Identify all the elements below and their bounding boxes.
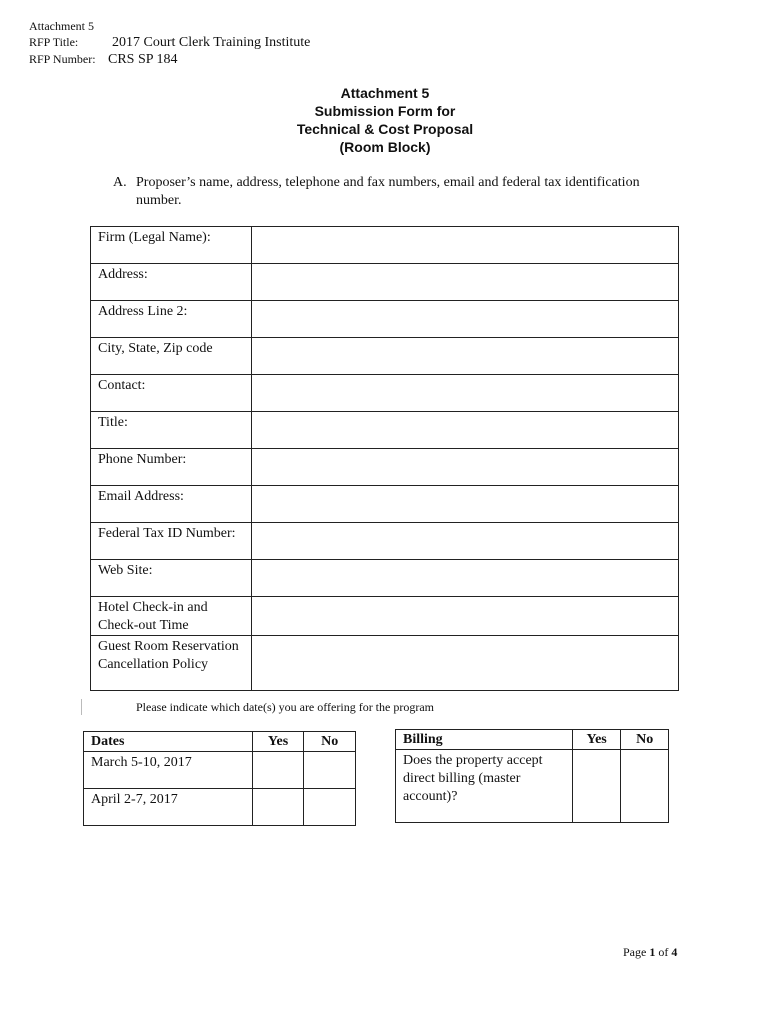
- contact-field[interactable]: [252, 375, 679, 412]
- date-option: April 2-7, 2017: [84, 789, 253, 826]
- page-total: 4: [671, 945, 678, 959]
- field-label: Email Address:: [91, 486, 252, 523]
- table-row: [91, 338, 679, 375]
- field-label: Contact:: [91, 375, 252, 412]
- field-label: City, State, Zip code: [91, 338, 252, 375]
- section-a-marker: A.: [113, 175, 127, 190]
- web-site-field[interactable]: [252, 560, 679, 597]
- rfp-number-value: CRS SP 184: [108, 52, 178, 67]
- yes-header: Yes: [252, 732, 304, 752]
- table-row: [91, 449, 679, 486]
- table-row: [91, 486, 679, 523]
- table-row: [396, 750, 669, 823]
- address-field[interactable]: [252, 264, 679, 301]
- field-label: Guest Room Reservation Cancellation Policy: [91, 636, 252, 691]
- field-label: Firm (Legal Name):: [91, 227, 252, 264]
- title-line-4: (Room Block): [339, 139, 431, 155]
- march-yes-cell[interactable]: [252, 752, 304, 789]
- dates-table: [83, 731, 356, 826]
- field-label: Hotel Check-in and Check-out Time: [91, 597, 252, 636]
- rfp-number-label: RFP Number:: [29, 52, 96, 66]
- table-row: [91, 301, 679, 338]
- billing-yes-cell[interactable]: [572, 750, 620, 823]
- address-line-2-field[interactable]: [252, 301, 679, 338]
- billing-no-cell[interactable]: [621, 750, 669, 823]
- cancellation-policy-field[interactable]: [252, 636, 679, 691]
- title-line-2: Submission Form for: [314, 103, 456, 119]
- page-number: [623, 944, 677, 960]
- table-row: [91, 412, 679, 449]
- billing-table: [395, 729, 669, 823]
- no-header: No: [304, 732, 356, 752]
- title-field[interactable]: [252, 412, 679, 449]
- email-address-field[interactable]: [252, 486, 679, 523]
- no-header: No: [621, 730, 669, 750]
- check-in-out-time-field[interactable]: [252, 597, 679, 636]
- title-line-1: Attachment 5: [340, 85, 430, 101]
- federal-tax-id-field[interactable]: [252, 523, 679, 560]
- table-row: [84, 752, 356, 789]
- table-row: [91, 375, 679, 412]
- field-label: Address:: [91, 264, 252, 301]
- table-header-row: [396, 730, 669, 750]
- section-a-text: Proposer’s name, address, telephone and fax numbers, email and federal tax identification number.: [136, 175, 640, 208]
- page-current: 1: [649, 945, 656, 959]
- margin-marker: [81, 699, 82, 715]
- header-attachment: Attachment 5: [29, 19, 94, 33]
- april-no-cell[interactable]: [304, 789, 356, 826]
- header-rfp-number: [29, 51, 178, 68]
- table-row: [91, 523, 679, 560]
- title-line-3: Technical & Cost Proposal: [296, 121, 474, 137]
- table-header-row: [84, 732, 356, 752]
- field-label: Address Line 2:: [91, 301, 252, 338]
- rfp-title-label: RFP Title:: [29, 35, 79, 49]
- table-row: [91, 560, 679, 597]
- firm-name-field[interactable]: [252, 227, 679, 264]
- april-yes-cell[interactable]: [252, 789, 304, 826]
- billing-question: Does the property accept direct billing (master account)?: [396, 750, 573, 823]
- table-row: [91, 227, 679, 264]
- header-rfp-title: [29, 34, 310, 51]
- field-label: Web Site:: [91, 560, 252, 597]
- billing-header: Billing: [396, 730, 573, 750]
- field-label: Federal Tax ID Number:: [91, 523, 252, 560]
- yes-header: Yes: [572, 730, 620, 750]
- table-row: [91, 597, 679, 636]
- rfp-title-value: 2017 Court Clerk Training Institute: [112, 35, 311, 50]
- table-row: [91, 264, 679, 301]
- of-word: of: [658, 945, 669, 959]
- dates-header: Dates: [84, 732, 253, 752]
- field-label: Phone Number:: [91, 449, 252, 486]
- field-label: Title:: [91, 412, 252, 449]
- proposer-info-table: [90, 226, 679, 691]
- table-row: [91, 636, 679, 691]
- offer-prompt: Please indicate which date(s) you are offering for the program: [136, 700, 434, 714]
- page-word: Page: [623, 945, 647, 959]
- date-option: March 5-10, 2017: [84, 752, 253, 789]
- city-state-zip-field[interactable]: [252, 338, 679, 375]
- phone-number-field[interactable]: [252, 449, 679, 486]
- table-row: [84, 789, 356, 826]
- march-no-cell[interactable]: [304, 752, 356, 789]
